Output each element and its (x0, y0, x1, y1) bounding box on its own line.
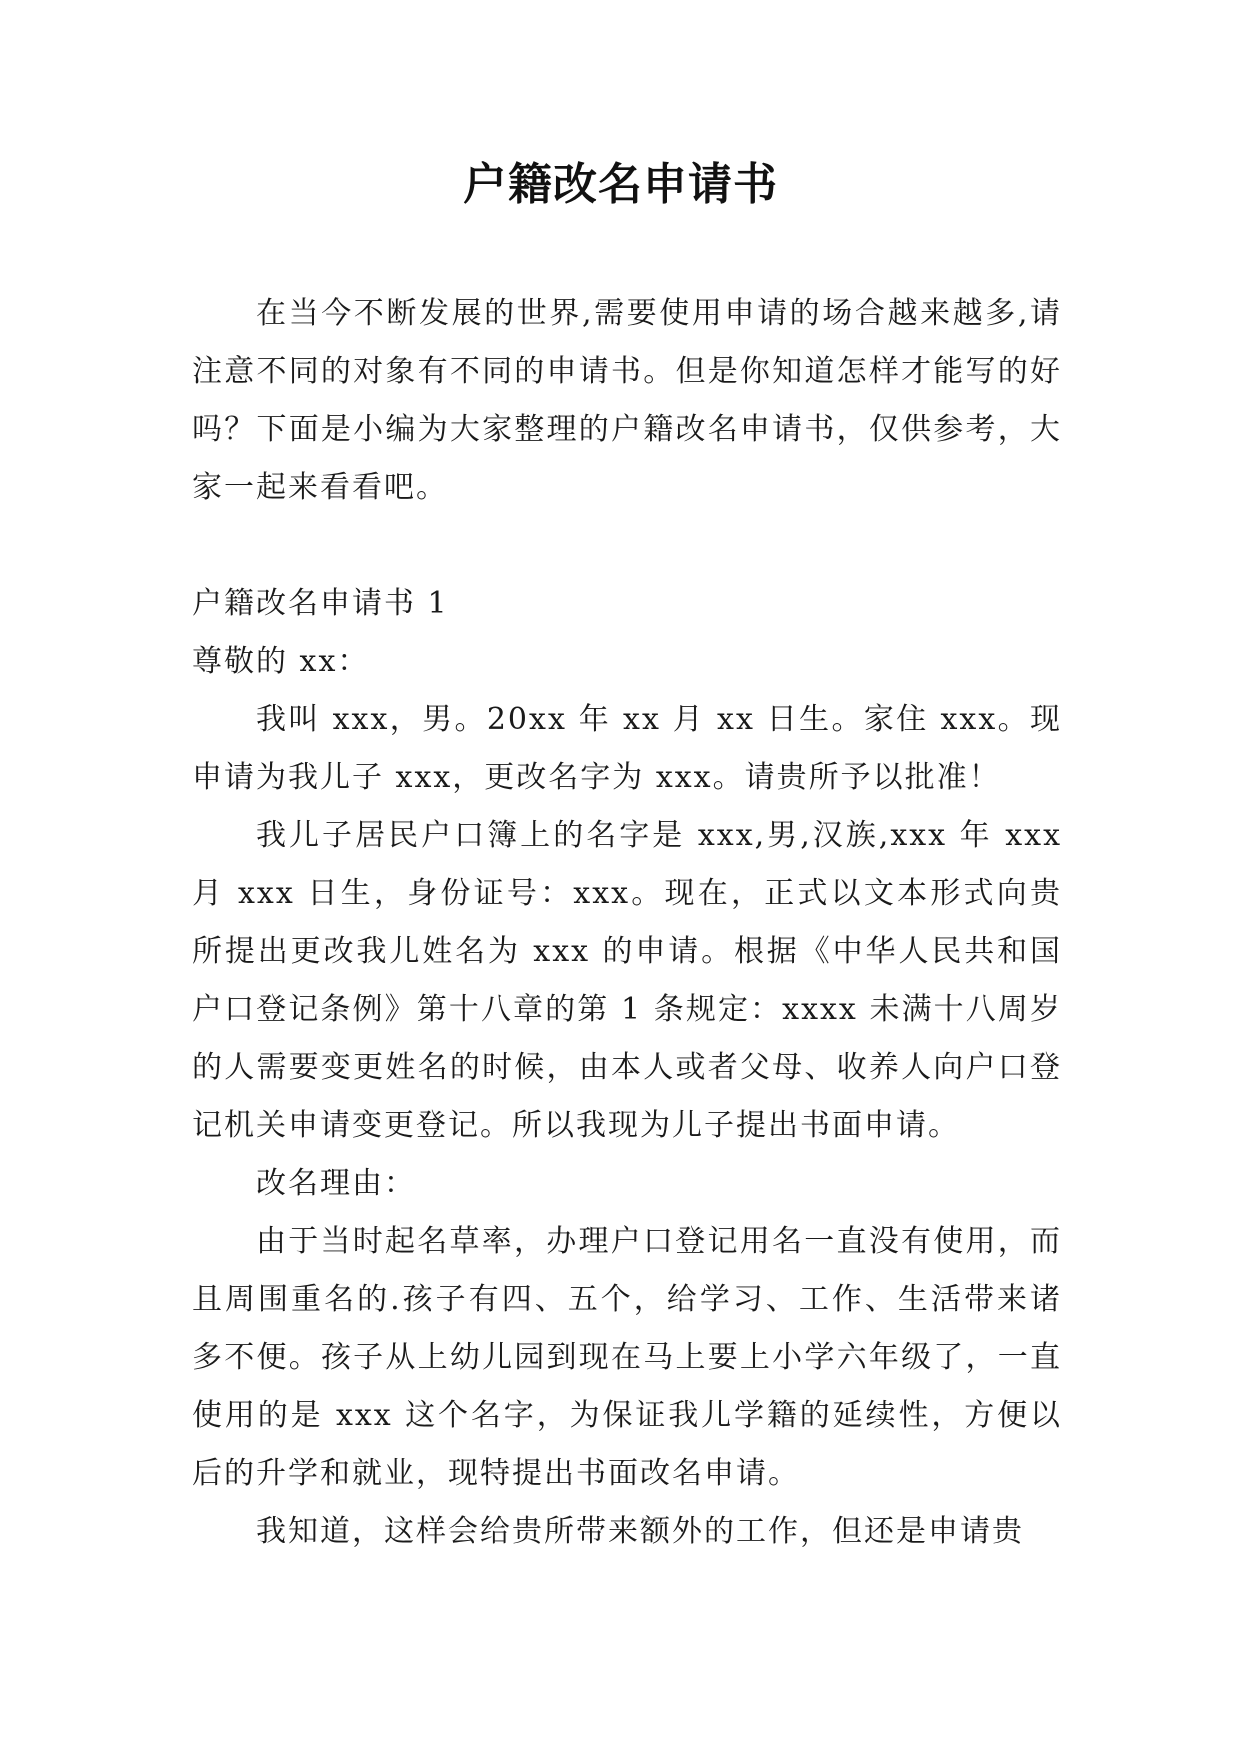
body-paragraph-4: 我知道，这样会给贵所带来额外的工作，但还是申请贵 (256, 1514, 1024, 1549)
document-body (192, 285, 1062, 1561)
body-paragraph-3: 由于当时起名草率，办理户口登记用名一直没有使用，而且周围重名的.孩子有四、五个，给学习、工作、生活带来诸多不便。孩子从上幼儿园到现在马上要上小学六年级了，一直使用的是 xxx 这个名字，为保证我儿学籍的延续性，方便以后的升学和就业，现特提出书面改名申请。 (192, 1224, 1062, 1491)
section-heading: 户籍改名申请书 1 (192, 586, 449, 621)
body-paragraph-2: 我儿子居民户口簿上的名字是 xxx,男,汉族,xxx 年 xxx 月 xxx 日生，身份证号：xxx。现在，正式以文本形式向贵所提出更改我儿姓名为 xxx 的申请。根据《中华人民共和国户口登记条例》第十八章的第 1 条规定：xxxx 未满十八周岁的人需要变更姓名的时候，由本人或者父母、收养人向户口登记机关申请变更登记。所以我现为儿子提出书面申请。 (192, 818, 1062, 1143)
body-paragraph-1: 我叫 xxx，男。20xx 年 xx 月 xx 日生。家住 xxx。现申请为我儿子 xxx，更改名字为 xxx。请贵所予以批准！ (192, 702, 1062, 795)
paragraph-spacer (192, 517, 1062, 575)
intro-paragraph: 在当今不断发展的世界,需要使用申请的场合越来越多,请注意不同的对象有不同的申请书。但是你知道怎样才能写的好吗？下面是小编为大家整理的户籍改名申请书，仅供参考，大家一起来看看吧。 (192, 296, 1062, 505)
salutation: 尊敬的 xx： (192, 644, 370, 679)
reason-label: 改名理由： (256, 1166, 416, 1201)
document-title: 户籍改名申请书 (463, 159, 778, 210)
